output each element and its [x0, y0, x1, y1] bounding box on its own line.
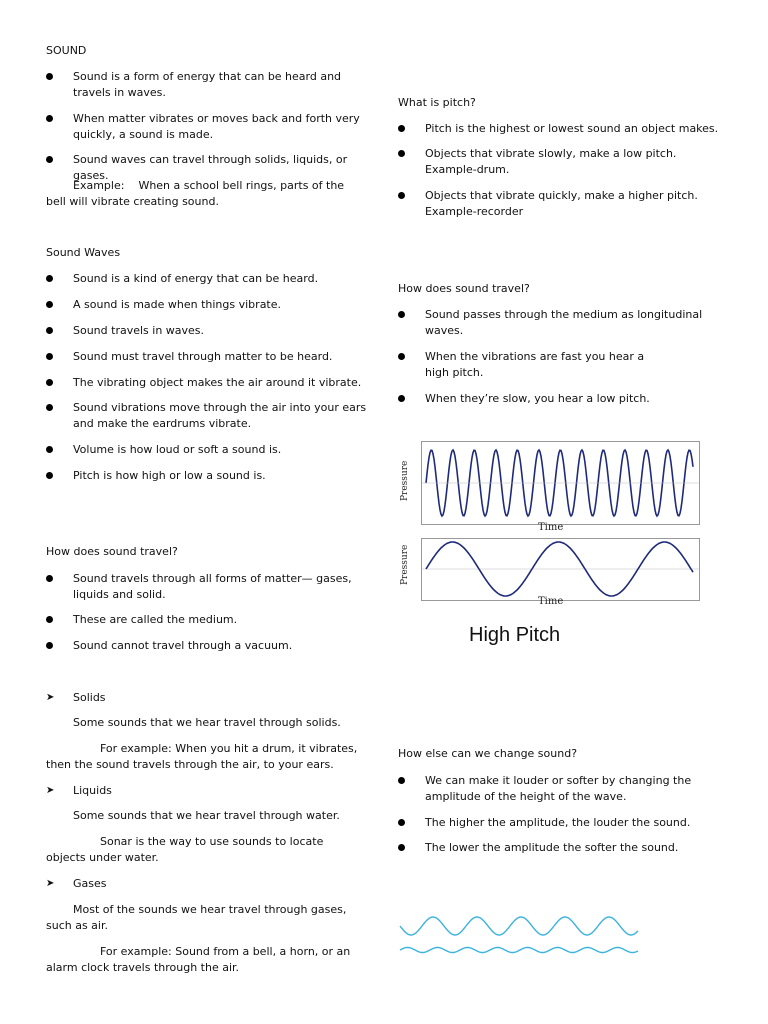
pressure-time-graph-low: [421, 538, 700, 601]
graph2-xlabel: Time: [538, 596, 564, 607]
list-item: Pitch is how high or low a sound is.: [46, 468, 376, 484]
list-item: Objects that vibrate quickly, make a higher pitch. Example-recorder: [398, 188, 728, 220]
list-item: Sound vibrations move through the air into your ears and make the eardrums vibrate.: [46, 400, 376, 432]
list-item: Sound must travel through matter to be heard.: [46, 349, 376, 365]
bullet-dot-icon: [46, 327, 53, 334]
solids-line: Some sounds that we hear travel through solids.: [73, 716, 341, 729]
bullet-dot-icon: [46, 616, 53, 623]
bullet-dot-icon: [46, 156, 53, 163]
list-item: Sound travels in waves.: [46, 323, 376, 339]
bullet-dot-icon: [398, 395, 405, 402]
list-item: We can make it louder or softer by changing the amplitude of the height of the wave.: [398, 773, 728, 805]
list-item: Volume is how loud or soft a sound is.: [46, 442, 376, 458]
amplitude-waves-illustration: [398, 908, 643, 960]
high-pitch-caption: High Pitch: [469, 624, 561, 646]
list-item: Sound is a form of energy that can be heard and travels in waves.: [46, 69, 376, 101]
bullet-dot-icon: [398, 311, 405, 318]
arrowhead-icon: ➤: [46, 878, 55, 889]
graph1-ylabel: Pressure: [400, 460, 410, 501]
list-item: Pitch is the highest or lowest sound an object makes.: [398, 121, 728, 137]
liquids-line: Some sounds that we hear travel through water.: [73, 809, 340, 822]
bullet-dot-icon: [398, 844, 405, 851]
bullet-dot-icon: [398, 353, 405, 360]
bullet-dot-icon: [46, 404, 53, 411]
example-label: Example:: [73, 179, 125, 192]
list-item: When matter vibrates or moves back and forth very quickly, a sound is made.: [46, 111, 376, 143]
list-item: When they’re slow, you hear a low pitch.: [398, 391, 728, 407]
list-item: Sound cannot travel through a vacuum.: [46, 638, 376, 654]
bullet-dot-icon: [398, 777, 405, 784]
list-item: Sound passes through the medium as longitudinal waves.: [398, 307, 728, 339]
example-text: When a school bell rings, parts of the bell will vibrate creating sound.: [46, 179, 345, 208]
bullet-dot-icon: [46, 73, 53, 80]
bullet-dot-icon: [46, 446, 53, 453]
subheading-gases: ➤ Gases: [46, 877, 107, 890]
gases-example: For example: Sound from a bell, a horn, or an alarm clock travels through the air.: [46, 945, 351, 974]
list-item: Objects that vibrate slowly, make a low pitch. Example-drum.: [398, 146, 728, 178]
section-title-how-sound-travels-2: How does sound travel?: [398, 282, 530, 295]
liquids-example: Sonar is the way to use sounds to locate objects under water.: [46, 835, 324, 864]
list-item: These are called the medium.: [46, 612, 376, 628]
list-item: Sound waves can travel through solids, liquids, or gases.: [46, 152, 376, 184]
arrowhead-icon: ➤: [46, 785, 55, 796]
bullet-dot-icon: [46, 275, 53, 282]
graph1-xlabel: Time: [538, 522, 564, 533]
high-frequency-wave: [422, 442, 699, 524]
list-item: A sound is made when things vibrate.: [46, 297, 376, 313]
bullet-dot-icon: [46, 353, 53, 360]
bullet-dot-icon: [46, 379, 53, 386]
pressure-time-graph-high: [421, 441, 700, 525]
list-item: Sound travels through all forms of matter— gases, liquids and solid.: [46, 571, 376, 603]
subheading-solids: ➤ Solids: [46, 691, 106, 704]
section-title-sound-waves: Sound Waves: [46, 246, 121, 259]
bullet-dot-icon: [46, 575, 53, 582]
list-item: The higher the amplitude, the louder the sound.: [398, 815, 728, 831]
list-item: The lower the amplitude the softer the sound.: [398, 840, 728, 856]
bullet-dot-icon: [398, 150, 405, 157]
low-frequency-wave: [422, 539, 699, 600]
bullet-dot-icon: [46, 472, 53, 479]
section-title-change-sound: How else can we change sound?: [398, 747, 578, 760]
list-item: When the vibrations are fast you hear a high pitch.: [398, 349, 728, 381]
section-title-what-is-pitch: What is pitch?: [398, 96, 476, 109]
bullet-dot-icon: [46, 301, 53, 308]
list-item: The vibrating object makes the air around it vibrate.: [46, 375, 376, 391]
bullet-dot-icon: [46, 642, 53, 649]
subheading-liquids: ➤ Liquids: [46, 784, 112, 797]
bullet-dot-icon: [398, 819, 405, 826]
bullet-dot-icon: [398, 192, 405, 199]
solids-example: For example: When you hit a drum, it vibrates, then the sound travels through the air, to your ears.: [46, 742, 358, 771]
arrowhead-icon: ➤: [46, 692, 55, 703]
graph2-ylabel: Pressure: [400, 544, 410, 585]
bullet-dot-icon: [398, 125, 405, 132]
example-paragraph: [46, 178, 366, 210]
section-title-sound: SOUND: [46, 44, 87, 57]
list-item: Sound is a kind of energy that can be heard.: [46, 271, 376, 287]
gases-line: Most of the sounds we hear travel through gases, such as air.: [46, 903, 347, 932]
section-title-how-sound-travels: How does sound travel?: [46, 545, 178, 558]
bullet-dot-icon: [46, 115, 53, 122]
